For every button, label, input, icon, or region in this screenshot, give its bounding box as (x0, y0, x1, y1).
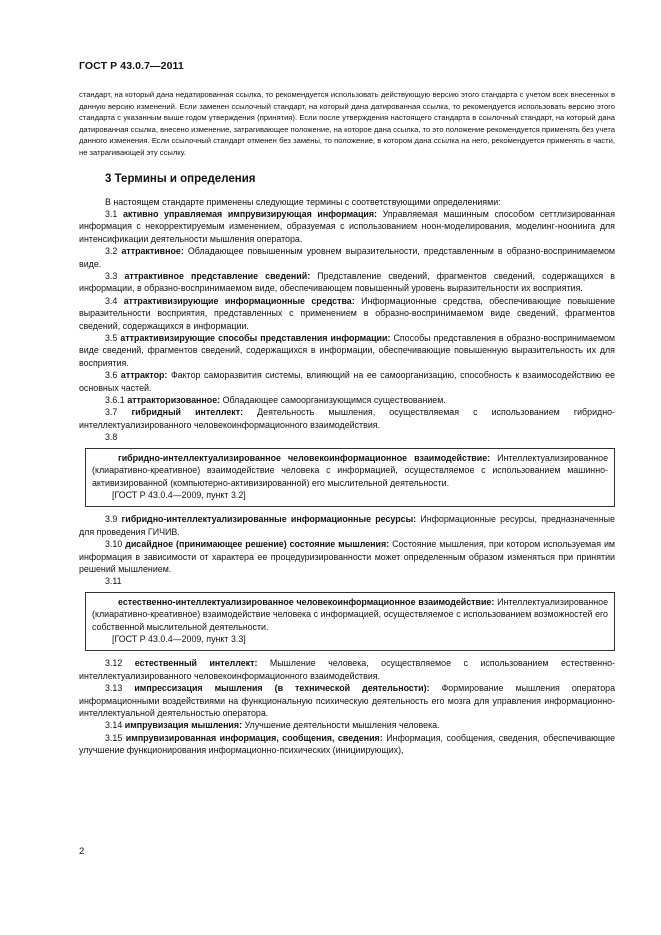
term-number: 3.6 (105, 370, 118, 381)
term-name: естественно-интеллектуализированное человекоинформационное взаимодействие: (118, 596, 495, 607)
term-name: дисайдное (принимающее решение) состояние мышления: (125, 539, 390, 550)
term-3-1 (79, 208, 615, 245)
term-name: аттракторизованное: (127, 395, 221, 406)
term-number: 3.5 (105, 333, 118, 344)
page-content (79, 89, 615, 757)
term-3-10 (79, 538, 615, 575)
term-definition: Информационные ресурсы, предназначенные для проведения ГИЧИВ. (79, 514, 615, 537)
term-number: 3.3 (105, 271, 118, 281)
intro-paragraph: стандарт, на который дана недатированная ссылка, то рекомендуется использовать действующую версию этого стандарта с учетом всех внесенных в данную версию изменений. Если заменен ссылочный стандарт, на который дана датированная ссылка, то рекомендуется использовать версию этого стандарта с указанным выше годом утверждения (принятия). Если после утверждения настоящего стандарта в ссылочный стандарт, на который дана датированная ссылка, внесено изменение, затрагивающее положение, на которое дана ссылка, то это положение рекомендуется применять без учета данного изменения. Если ссылочный стандарт отменен без замены, то положение, в котором дана ссылка на него, рекомендуется применять в части, не затрагивающей эту ссылку. (79, 90, 615, 157)
term-name: активно управляемая импрувизирующая информация: (122, 208, 377, 219)
section-lead: В настоящем стандарте применены следующие термины с соответствующими определениями: (105, 196, 501, 207)
term-definition: Состояние мышления, при котором используемая им информация в зависимости от характера ее процедуризированности может определенным образом изменяться при принятии решений мышлением. (79, 539, 616, 574)
page-number: 2 (79, 846, 85, 857)
term-definition: Интеллектуализированное (клиаративно-креативное) взаимодействие человека с информацией, осуществляемое с использованием возможностей его собственной мыслительной деятельности. (92, 596, 608, 632)
term-name: гибридный интеллект: (131, 407, 244, 418)
term-definition: Фактор саморазвития системы, влияющий на ее самоорганизацию, способность к взаимосодействию ее основных частей. (79, 370, 615, 393)
term-3-12 (79, 657, 615, 682)
term-name: импрессизация мышления (в технической деятельности): (134, 683, 430, 694)
term-3-14 (79, 719, 615, 731)
term-name: аттрактивизирующие способы представления информации: (120, 333, 391, 344)
term-name: импрувизированная информация, сообщения, сведения: (125, 732, 383, 743)
term-name: аттрактивизирующие информационные средства: (123, 295, 355, 306)
term-definition: Интеллектуализированное (клиаративно-креативное) взаимодействие человека с информацией, осуществляемое с использованием машинно-активизированной (компьютерно-активизированной) его мыслительной деятельности. (92, 452, 609, 488)
term-number: 3.7 (105, 407, 118, 418)
term-definition: Способы представления в образно-воспринимаемом виде сведений, фрагментов сведений, содержащихся в информации, обеспечивающие повышенную выразительность их для восприятия. (79, 333, 615, 368)
standard-reference: [ГОСТ Р 43.0.4—2009, пункт 3.2] (112, 489, 246, 500)
term-name: импрувизация мышления: (124, 720, 243, 731)
term-3-2 (79, 245, 615, 270)
term-definition: Мышление человека, осуществляемое с использованием естественно-интеллектуализированного человекоинформационного взаимодействия. (79, 658, 616, 681)
term-definition: Деятельность мышления, осуществляемая с использованием гибридно-интеллектуализированного человекоинформационного взаимодействия. (79, 407, 616, 430)
term-name: аттрактор: (120, 370, 168, 381)
term-number-3-8: 3.8 (105, 432, 118, 443)
term-number-3-11: 3.11 (105, 576, 122, 587)
term-3-6-1 (79, 394, 615, 406)
term-number: 3.1 (105, 208, 118, 219)
definition-box-3-11 (85, 592, 615, 652)
term-definition: Информационные средства, обеспечивающие повышение выразительности восприятия, представленных с применением в образно-воспринимаемом виде сведений, фрагментов сведений, содержащихся в информации. (79, 295, 616, 331)
term-definition: Представление сведений, фрагментов сведений, содержащихся в информации, в образно-воспринимаемом виде, обеспечивающем повышенный уровень выразительности их восприятия. (79, 271, 616, 294)
term-number: 3.4 (105, 295, 118, 306)
term-name: естественный интеллект: (134, 658, 258, 669)
term-3-7 (79, 406, 615, 431)
definition-box-3-8 (85, 448, 615, 508)
boxed-definition (92, 596, 608, 633)
term-number: 3.14 (105, 720, 123, 731)
term-number: 3.6.1 (105, 395, 125, 406)
term-name: аттрактивное: (121, 246, 184, 257)
term-name: гибридно-интеллектуализированное человекоинформационное взаимодействие: (118, 452, 491, 463)
term-3-13 (79, 682, 615, 719)
term-3-9 (79, 513, 615, 538)
term-definition: Формирование мышления оператора информационными воздействиями на функциональную психическую деятельность его мозга для управления информационно-интеллектуальной деятельностью оператора. (79, 683, 616, 718)
term-number: 3.15 (105, 732, 123, 743)
standard-reference: [ГОСТ Р 43.0.4—2009, пункт 3.3] (112, 633, 246, 644)
term-number: 3.9 (105, 514, 118, 525)
term-number: 3.13 (105, 683, 123, 694)
term-definition: Улучшение деятельности мышления человека. (244, 720, 440, 731)
term-3-5 (79, 332, 615, 369)
term-3-6 (79, 369, 615, 394)
term-3-3 (79, 270, 615, 295)
boxed-definition (92, 452, 608, 489)
term-definition: Обладающее самоорганизующимся существованием. (222, 395, 446, 406)
term-definition: Управляемая машинным способом сеттлизированная информация с некорректируемым изменением, образуемая с использованием ноон-моделирования, моделинг-ноонинга для интенсификации деятельности мышления оператора. (79, 208, 615, 244)
term-3-4 (79, 295, 615, 332)
term-number: 3.2 (105, 246, 118, 257)
term-definition: Информация, сообщения, сведения, обеспечивающие улучшение функционирования информационно-психических (инициирующих), (79, 732, 616, 756)
term-definition: Обладающее повышенным уровнем выразительности, представленным в образно-воспринимаемом виде. (79, 246, 616, 269)
term-number: 3.10 (105, 539, 123, 550)
term-name: гибридно-интеллектуализированные информационные ресурсы: (121, 514, 417, 525)
section-title: 3 Термины и определения (105, 172, 256, 185)
term-name: аттрактивное представление сведений: (124, 271, 311, 281)
term-number: 3.12 (105, 658, 123, 669)
document-code: ГОСТ Р 43.0.7—2011 (79, 60, 184, 72)
term-3-15 (79, 732, 615, 757)
